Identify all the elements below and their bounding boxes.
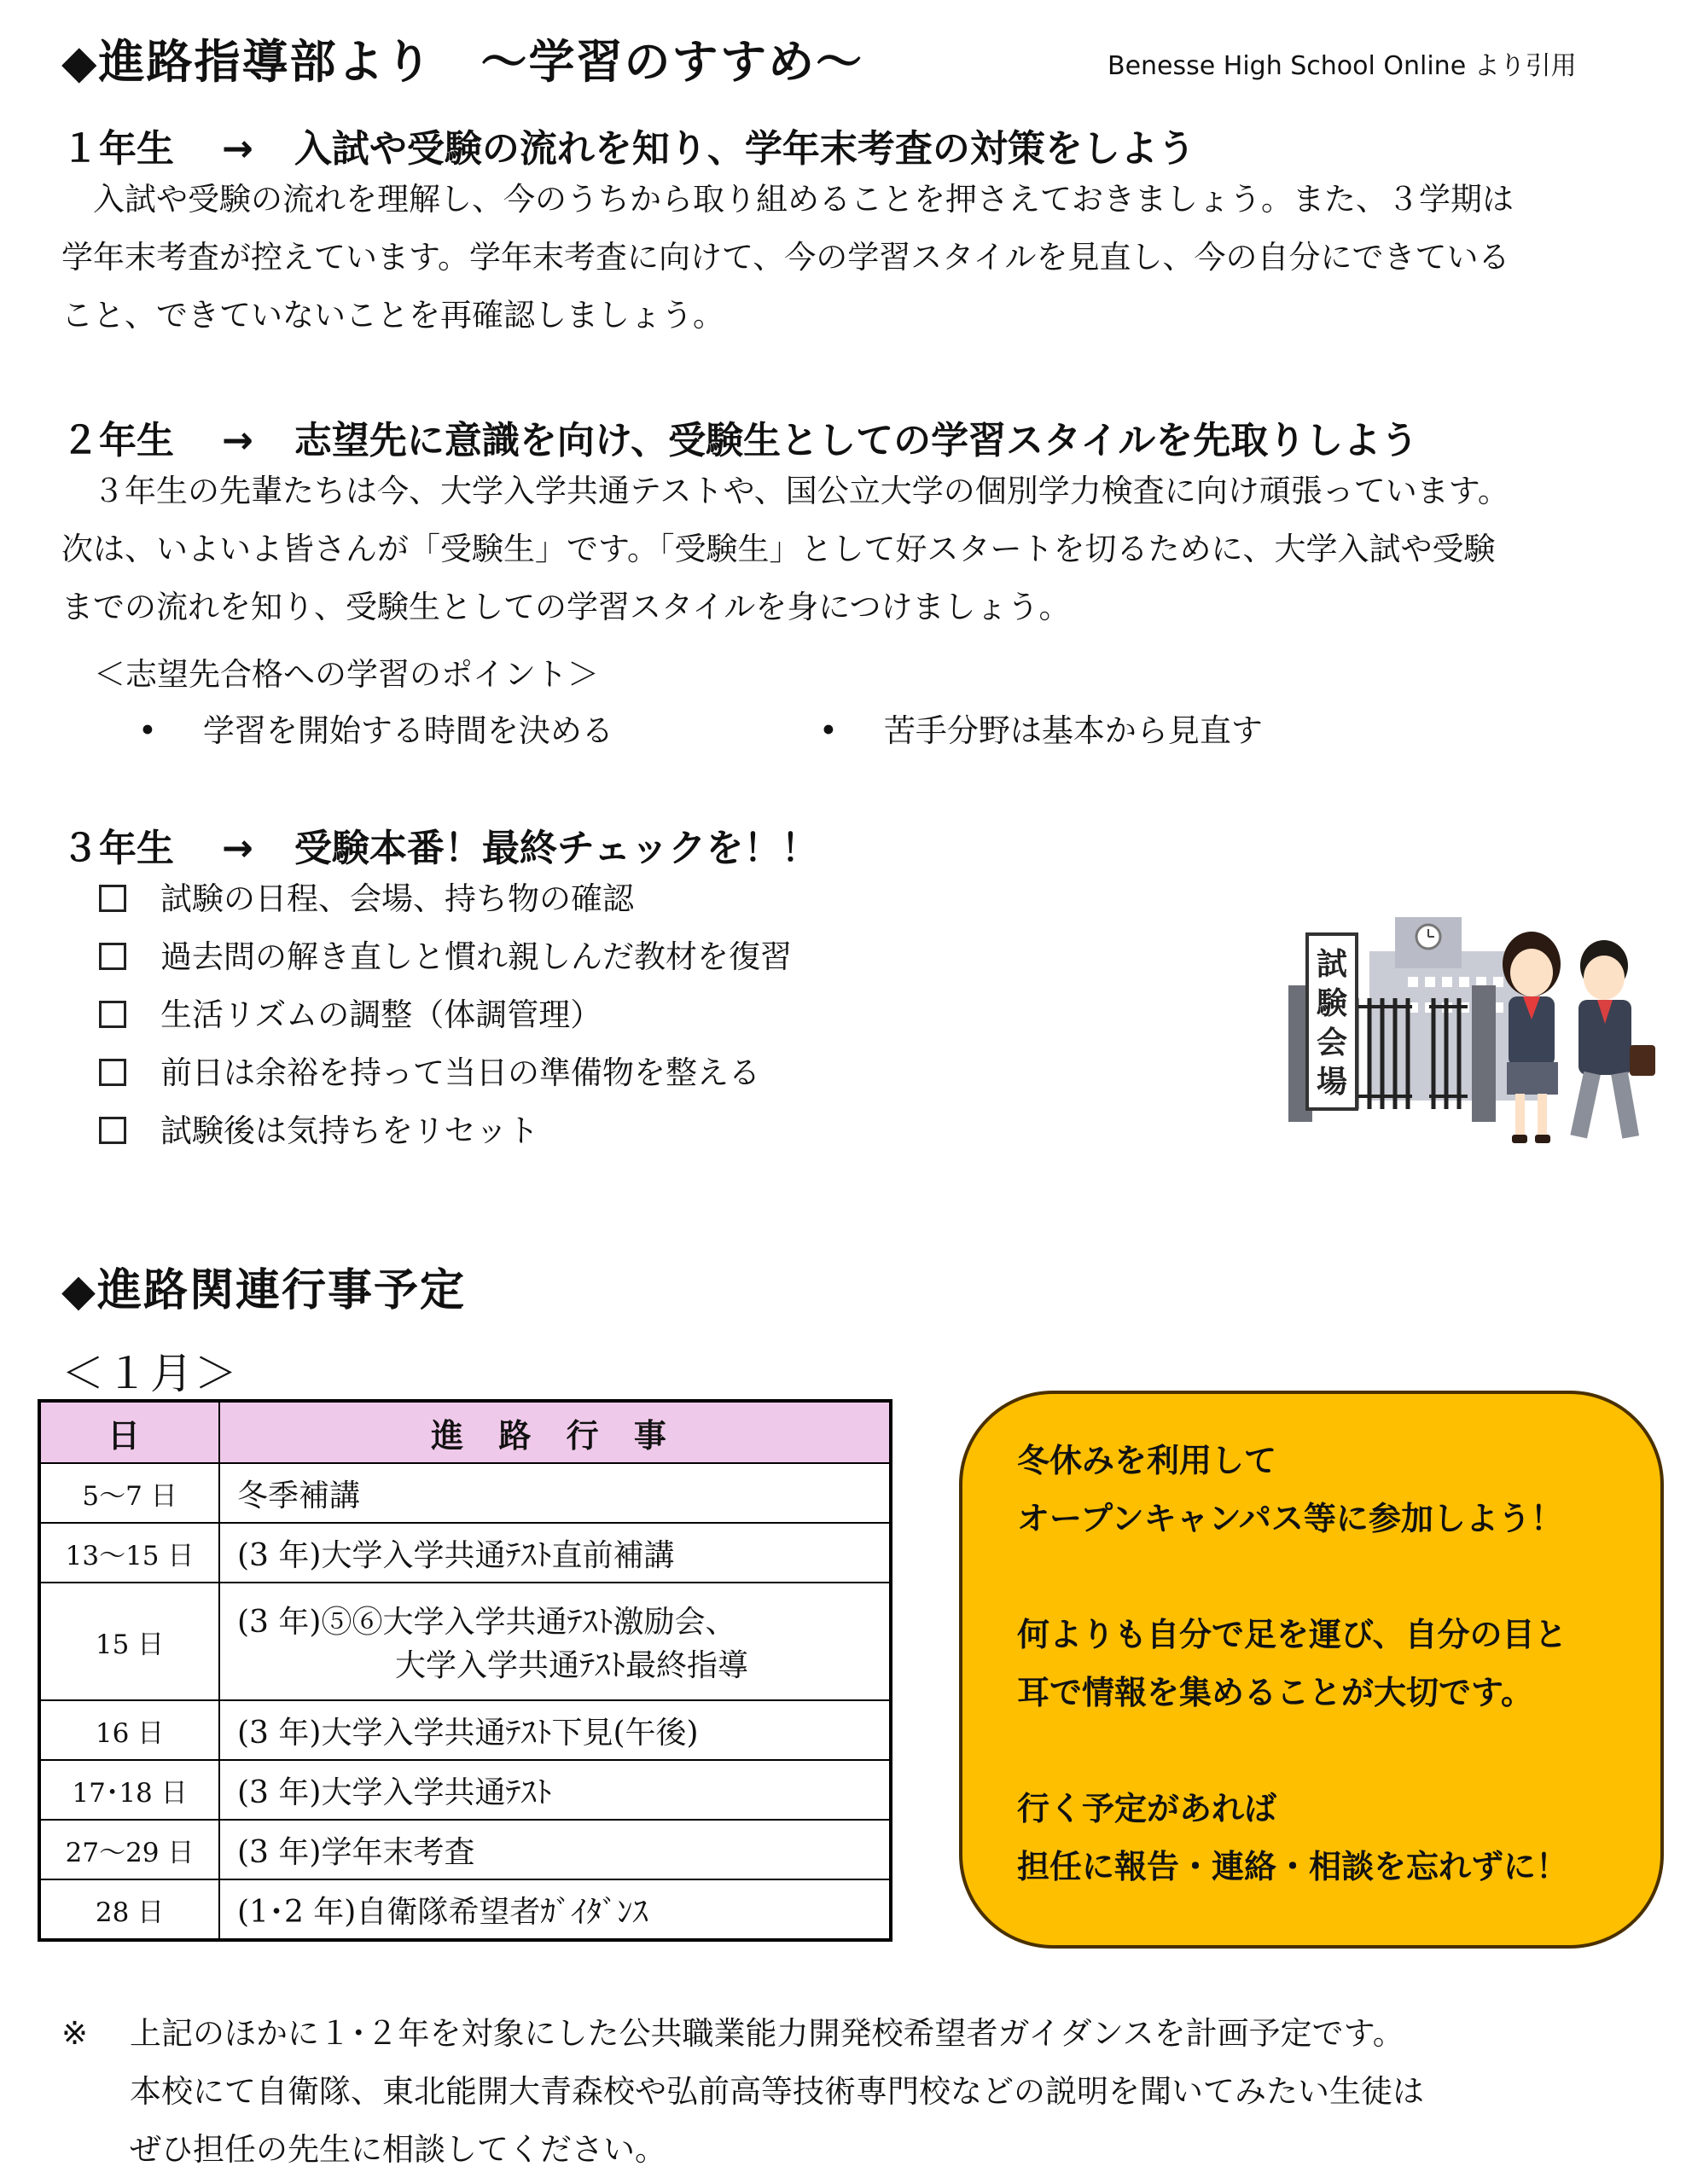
bullet-icon: • bbox=[819, 712, 838, 749]
grade2-line: 次は、いよいよ皆さんが「受験生」です。「受験生」として好スタートを切るために、大学入試や受験 bbox=[61, 531, 1496, 567]
table-header-row bbox=[39, 1401, 891, 1463]
grade1-line: 入試や受験の流れを理解し、今のうちから取り組めることを押さえておきましょう。また、３学期は bbox=[61, 181, 1514, 218]
checklist-item: 試験後は気持ちをリセット bbox=[99, 1102, 792, 1160]
grade1-line: 学年末考査が控えています。学年末考査に向けて、今の学習スタイルを見直し、今の自分にできている bbox=[61, 239, 1510, 276]
checkbox-icon bbox=[99, 885, 126, 912]
bullet-icon: • bbox=[138, 712, 157, 749]
grade1-heading-text: 入試や受験の流れを知り、学年末考査の対策をしよう bbox=[294, 127, 1195, 171]
callout-line: 耳で情報を集めることが大切です。 bbox=[1017, 1674, 1533, 1711]
events-month: ＜１月＞ bbox=[61, 1349, 239, 1398]
grade3-heading-text: 受験本番！最終チェックを！！ bbox=[294, 827, 819, 870]
grade3-heading bbox=[61, 817, 819, 872]
table-row bbox=[39, 1463, 891, 1523]
checkbox-icon bbox=[99, 1001, 126, 1028]
exam-checklist bbox=[99, 870, 792, 1160]
gate-pillar bbox=[1472, 985, 1496, 1122]
event-text: (3 年)大学入学共通ﾃｽﾄ直前補講 bbox=[219, 1523, 891, 1583]
table-row bbox=[39, 1523, 891, 1583]
grade2-paragraph bbox=[61, 462, 1666, 636]
event-text: (3 年)⑤⑥大学入学共通ﾃｽﾄ激励会、 bbox=[237, 1605, 736, 1640]
callout-line: 担任に報告・連絡・相談を忘れずに！ bbox=[1017, 1848, 1569, 1885]
events-title: ◆進路関連行事予定 bbox=[61, 1265, 466, 1316]
grade2-heading bbox=[61, 410, 1418, 464]
callout-line: 何よりも自分で足を運び、自分の目と bbox=[1017, 1616, 1567, 1653]
source-credit: Benesse High School Online より引用 bbox=[1108, 51, 1577, 81]
event-text: (3 年)大学入学共通ﾃｽﾄ下見(午後) bbox=[219, 1700, 891, 1760]
note-mark: ※ bbox=[61, 2015, 89, 2052]
note-line: 本校にて自衛隊、東北能開大青森校や弘前高等技術専門校などの説明を聞いてみたい生徒は bbox=[130, 2073, 1424, 2110]
event-date: 13～15 日 bbox=[39, 1523, 219, 1583]
note-line: ぜひ担任の先生に相談してください。 bbox=[130, 2131, 666, 2168]
footnote bbox=[61, 2005, 1424, 2179]
event-date: 27～29 日 bbox=[39, 1820, 219, 1879]
event-date: 28 日 bbox=[39, 1879, 219, 1940]
grade2-heading-text: 志望先に意識を向け、受験生としての学習スタイルを先取りしよう bbox=[294, 419, 1419, 462]
event-date: 5～7 日 bbox=[39, 1463, 219, 1523]
student-girl bbox=[1503, 932, 1561, 1143]
svg-text:験: 験 bbox=[1316, 986, 1348, 1021]
arrow-icon: → bbox=[222, 827, 253, 870]
note-line: 上記のほかに１･２年を対象にした公共職業能力開発校希望者ガイダンスを計画予定です。 bbox=[130, 2015, 1404, 2052]
checklist-item: 生活リズムの調整（体調管理） bbox=[99, 986, 792, 1044]
grade1-paragraph bbox=[61, 171, 1666, 345]
grade2-label: ２年生 bbox=[61, 419, 174, 462]
grade2-line: までの流れを知り、受験生としての学習スタイルを身につけましょう。 bbox=[61, 589, 1071, 625]
svg-text:会: 会 bbox=[1316, 1025, 1348, 1060]
table-row bbox=[39, 1879, 891, 1940]
event-text: (1･2 年)自衛隊希望者ｶﾞｲﾀﾞﾝｽ bbox=[219, 1879, 891, 1940]
checklist-item: 過去問の解き直しと慣れ親しんだ教材を復習 bbox=[99, 928, 792, 986]
student-boy bbox=[1570, 940, 1655, 1139]
svg-text:試: 試 bbox=[1316, 947, 1348, 982]
grade1-heading bbox=[61, 118, 1195, 172]
event-text-line2: 大学入学共通ﾃｽﾄ最終指導 bbox=[395, 1648, 749, 1683]
event-date: 16 日 bbox=[39, 1700, 219, 1760]
checkbox-icon bbox=[99, 1059, 126, 1086]
event-text: (3 年)大学入学共通ﾃｽﾄ bbox=[219, 1760, 891, 1820]
table-row bbox=[39, 1760, 891, 1820]
date-column-header: 日 bbox=[39, 1401, 219, 1463]
checkbox-icon bbox=[99, 1117, 126, 1144]
grade1-label: １年生 bbox=[61, 127, 174, 171]
callout-line: 行く予定があれば bbox=[1017, 1790, 1277, 1827]
checklist-item: 試験の日程、会場、持ち物の確認 bbox=[99, 870, 792, 928]
arrow-icon: → bbox=[222, 127, 253, 171]
event-cell bbox=[219, 1583, 891, 1700]
event-column-header: 進 路 行 事 bbox=[219, 1401, 891, 1463]
events-table bbox=[38, 1399, 892, 1942]
table-row bbox=[39, 1700, 891, 1760]
event-text: (3 年)学年末考査 bbox=[219, 1820, 891, 1879]
checklist-item: 前日は余裕を持って当日の準備物を整える bbox=[99, 1044, 792, 1102]
callout-line: 冬休みを利用して bbox=[1017, 1442, 1277, 1479]
checkbox-icon bbox=[99, 943, 126, 970]
callout-line: オープンキャンパス等に参加しよう！ bbox=[1017, 1500, 1563, 1537]
event-date: 15 日 bbox=[39, 1583, 219, 1700]
table-row bbox=[39, 1583, 891, 1700]
points-title: ＜志望先合格への学習のポイント＞ bbox=[94, 656, 599, 693]
arrow-icon: → bbox=[222, 419, 253, 462]
open-campus-callout bbox=[959, 1391, 1664, 1949]
bag-icon bbox=[1630, 1045, 1655, 1076]
svg-text:場: 場 bbox=[1316, 1065, 1348, 1100]
grade2-line: ３年生の先輩たちは今、大学入学共通テストや、国公立大学の個別学力検査に向け頑張っています。 bbox=[61, 473, 1509, 509]
event-date: 17･18 日 bbox=[39, 1760, 219, 1820]
grade3-label: ３年生 bbox=[61, 827, 174, 870]
event-text: 冬季補講 bbox=[219, 1463, 891, 1523]
table-row bbox=[39, 1820, 891, 1879]
page-title: ◆進路指導部より ～学習のすすめ～ bbox=[61, 35, 864, 89]
point-item: • 苦手分野は基本から見直す bbox=[819, 712, 1263, 749]
exam-venue-illustration bbox=[1288, 904, 1664, 1160]
point-item: • 学習を開始する時間を決める bbox=[138, 712, 613, 749]
grade1-line: こと、できていないことを再確認しましょう。 bbox=[61, 297, 724, 334]
